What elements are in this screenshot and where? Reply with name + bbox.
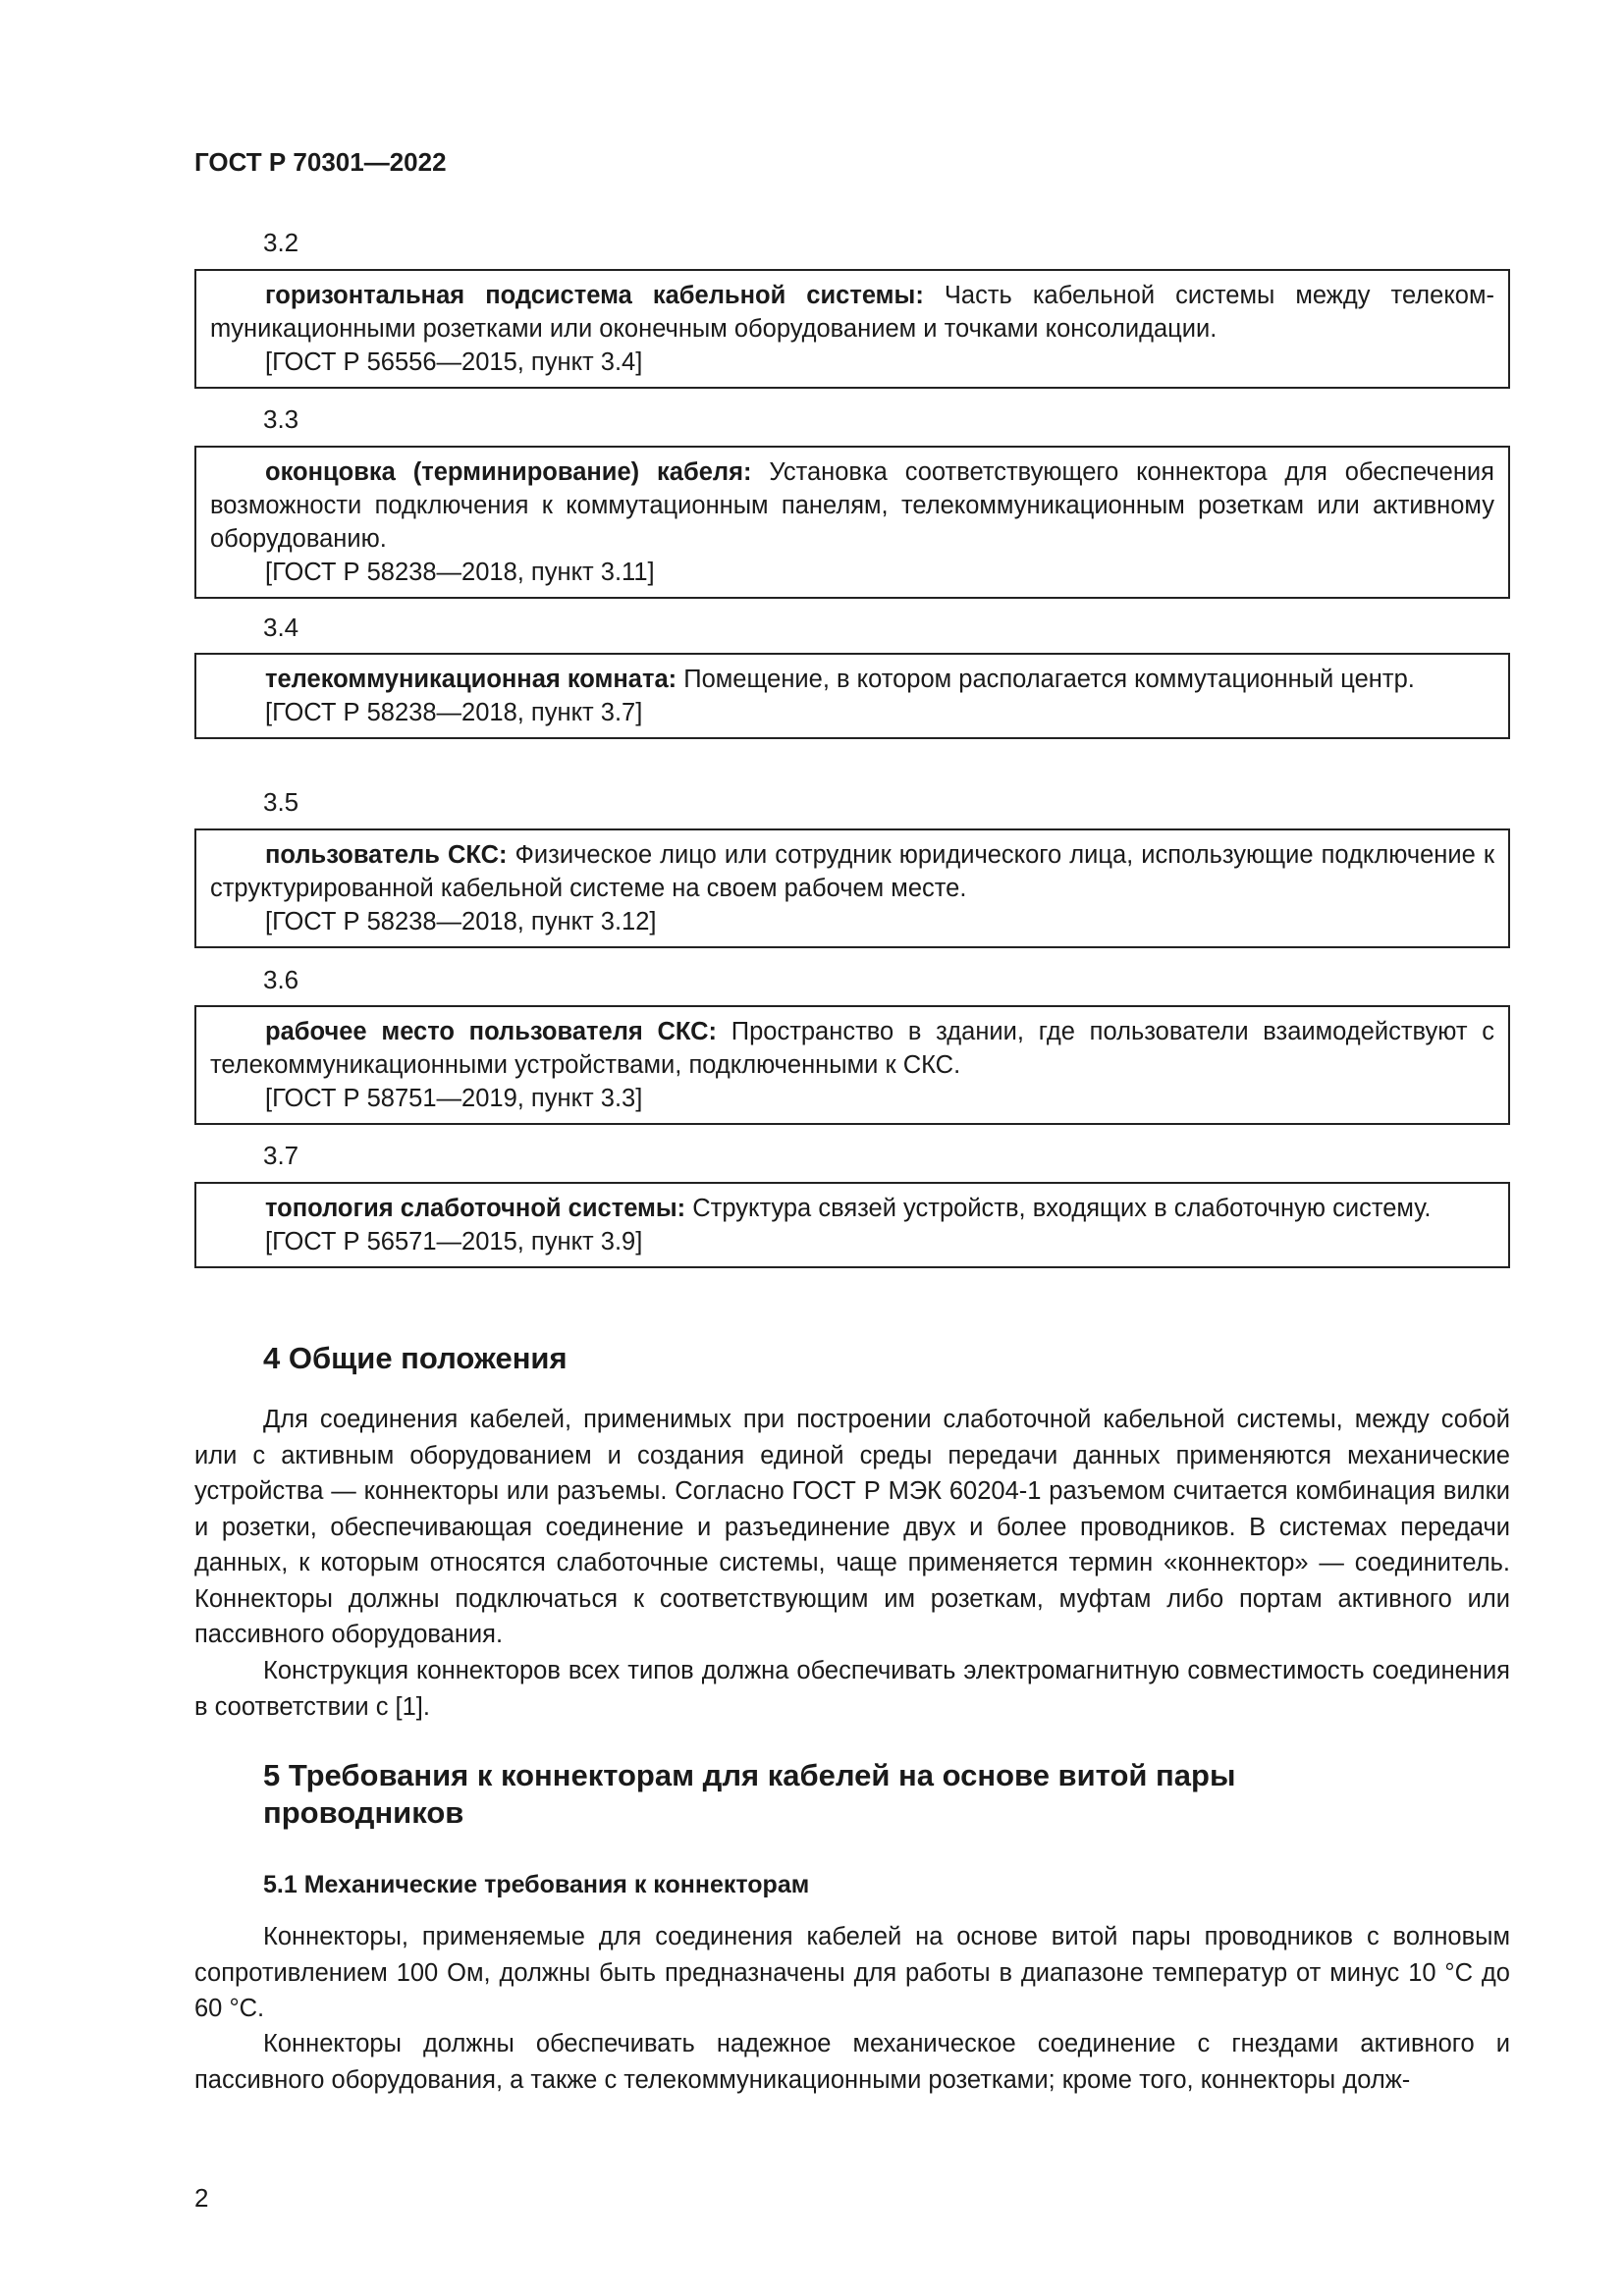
section-4-paragraph: Конструкция коннекторов всех типов должна обеспечивать электромагнитную совместимость соединения в соответствии с [1]. bbox=[194, 1657, 1510, 1721]
term-definition bbox=[210, 455, 1494, 556]
term-name: горизонтальная подсистема кабельной системы: bbox=[265, 282, 924, 309]
term-source: [ГОСТ Р 58751—2019, пункт 3.3] bbox=[265, 1085, 643, 1112]
term-name: телекоммуникационная комната: bbox=[265, 666, 677, 693]
term-name: топология слаботочной системы: bbox=[265, 1195, 686, 1222]
term-definition-box bbox=[194, 828, 1510, 948]
term-number: 3.5 bbox=[263, 787, 299, 817]
section-5-paragraph: Коннекторы должны обеспечивать надежное механическое соединение с гнездами активного и пассивного оборудования, а также с телекоммуникационными розетками; кроме того, коннекторы долж- bbox=[194, 2030, 1510, 2094]
subsection-5-1-title: 5.1 Механические требования к коннекторам bbox=[263, 1871, 810, 1898]
term-source: [ГОСТ Р 58238—2018, пункт 3.7] bbox=[265, 699, 643, 726]
term-source: [ГОСТ Р 56571—2015, пункт 3.9] bbox=[265, 1228, 643, 1255]
term-source: [ГОСТ Р 58238—2018, пункт 3.12] bbox=[265, 908, 657, 935]
term-definition-box bbox=[194, 269, 1510, 389]
section-5-title: 5 Требования к коннекторам для кабелей на основе витой пары проводников bbox=[263, 1758, 1236, 1830]
term-name: пользователь СКС: bbox=[265, 841, 508, 869]
term-number: 3.2 bbox=[263, 228, 299, 257]
term-definition bbox=[210, 279, 1494, 346]
term-name: рабочее место пользователя СКС: bbox=[265, 1018, 718, 1045]
term-number: 3.3 bbox=[263, 404, 299, 434]
term-name: оконцовка (терминирование) кабеля: bbox=[265, 458, 752, 486]
term-definition-box bbox=[194, 1005, 1510, 1125]
definition-text: Установка соответствующего коннектора для обеспечения возможности подключения к коммутационным панелям, телекоммуникационным розеткам или активному оборудованию. bbox=[210, 458, 1494, 553]
term-definition bbox=[210, 1192, 1494, 1225]
section-4-title: 4 Общие положения bbox=[263, 1341, 568, 1375]
term-source: [ГОСТ Р 58238—2018, пункт 3.11] bbox=[265, 559, 655, 586]
term-definition-box bbox=[194, 653, 1510, 739]
term-number: 3.7 bbox=[263, 1141, 299, 1170]
section-5-paragraph: Коннекторы, применяемые для соединения кабелей на основе витой пары проводников с волновым сопротивлением 100 Ом, должны быть предназначены для работы в диапазоне температур от минус 10 °С до 60 °С. bbox=[194, 1923, 1510, 2022]
section-4-paragraph: Для соединения кабелей, применимых при построении слаботочной кабельной системы, между собой или с активным оборудованием и создания единой среды передачи данных применяются механические устройства — коннекторы или разъемы. Согласно ГОСТ Р МЭК 60204-1 разъемом считается комбинация вилки и розетки, обеспечивающая соединение и разъединение двух и более проводников. В системах передачи данных, к которым относятся слаботочные системы, чаще применяется термин «коннектор» — соединитель. Коннекторы должны подключаться к соответствующим им розеткам, муфтам либо портам активного или пассивного оборудования. bbox=[194, 1406, 1510, 1648]
term-definition bbox=[210, 1015, 1494, 1082]
term-definition-box bbox=[194, 1182, 1510, 1268]
term-number: 3.6 bbox=[263, 965, 299, 994]
definition-text: Помещение, в котором располагается коммутационный центр. bbox=[683, 666, 1415, 693]
definition-text: Физическое лицо или сотрудник юридического лица, использующие подключение к структурированной кабельной системе на своем рабочем месте. bbox=[210, 841, 1494, 902]
page-number: 2 bbox=[194, 2183, 209, 2213]
term-definition-box bbox=[194, 446, 1510, 599]
term-number: 3.4 bbox=[263, 613, 299, 642]
term-definition bbox=[210, 663, 1494, 696]
definition-text: Часть кабельной системы между телекомmуникационными розетками или оконечным оборудованием и точками консолидации. bbox=[210, 282, 1494, 343]
definition-text: Структура связей устройств, входящих в слаботочную систему. bbox=[692, 1195, 1432, 1222]
document-header: ГОСТ Р 70301—2022 bbox=[194, 147, 447, 177]
term-source: [ГОСТ Р 56556—2015, пункт 3.4] bbox=[265, 348, 643, 376]
term-definition bbox=[210, 838, 1494, 905]
definition-text: Пространство в здании, где пользователи взаимодействуют с телекоммуникационными устройствами, подключенными к СКС. bbox=[210, 1018, 1494, 1079]
